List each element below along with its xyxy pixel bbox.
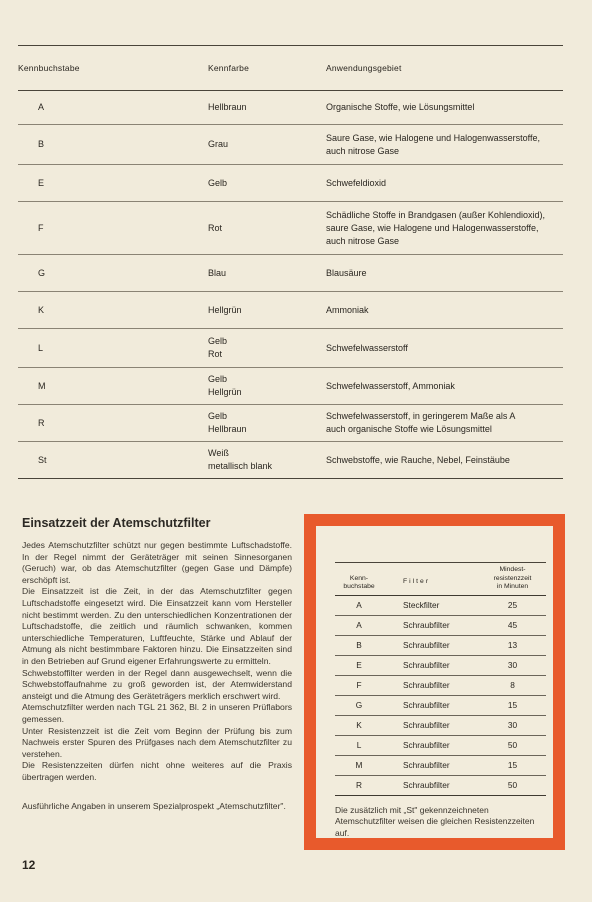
cell-minutes: 45 (507, 620, 518, 630)
resistance-row (335, 615, 546, 635)
cell-letter: L (38, 342, 44, 353)
resistance-row (335, 655, 546, 675)
cell-line: Rot (208, 349, 223, 359)
cell-line: Schwebstoffe, wie Rauche, Nebel, Feinstäube (326, 454, 510, 465)
cell-minutes: 15 (507, 760, 518, 770)
cell-letter: M (355, 760, 363, 770)
cell-letter: E (356, 660, 362, 670)
resistance-row (335, 735, 546, 755)
cell-line: Hellbraun (208, 102, 247, 112)
header-kennfarbe: Kennfarbe (208, 63, 250, 73)
table-row (18, 91, 563, 124)
page-number: 12 (22, 858, 36, 872)
article-paragraph: Unter Resistenzzeit ist die Zeit vom Beginn der Prüfung bis zum Nachweis erster Spuren des Prüfgases nach dem Atemschutzfilter zu verstehen. (22, 725, 292, 759)
cell-color (208, 222, 326, 235)
article-paragraph: Die Einsatzzeit ist die Zeit, in der das Atemschutzfilter gegen Luftschadstoffe eingesetzt wird. Die Einsatzzeit kann vom Hersteller nicht bestimmt werden. Zu den unterschiedlichen Konzentrationen der Luftschadstoffe, die zeitlich und räumlich schwanken, kommen unterschiedliche Temperaturen, Luftfeuchte, Stärke und Ablauf der Atmung als nicht bestimmbare Faktoren hinzu. Die Einsatzzeiten sind in den Betrieben auf Grund eigener Erfahrungswerte zu ermitteln. (22, 586, 292, 666)
table-row (18, 405, 563, 441)
cell-minutes: 50 (507, 780, 518, 790)
cell-use (326, 267, 563, 280)
cell-letter: G (38, 267, 46, 278)
cell-letter: St (38, 454, 47, 465)
cell-minutes: 8 (510, 680, 515, 690)
cell-use (326, 454, 563, 467)
cell-line: Gelb (208, 374, 228, 384)
table-row (18, 368, 563, 404)
table-row (18, 255, 563, 291)
table-row (18, 292, 563, 328)
cell-line: Schwefelwasserstoff, Ammoniak (326, 380, 455, 391)
cell-line: Weiß (208, 448, 229, 458)
cell-color (208, 410, 326, 436)
cell-letter: M (38, 380, 46, 391)
header-line: resistenzzeit (493, 574, 532, 582)
cell-filter: Steckfilter (403, 600, 440, 610)
cell-use (326, 304, 563, 317)
cell-line: auch nitrose Gase (326, 235, 400, 246)
cell-color (208, 138, 326, 151)
cell-minutes: 13 (507, 640, 518, 650)
resistance-row (335, 755, 546, 775)
cell-filter: Schraubfilter (403, 680, 450, 690)
cell-line: Organische Stoffe, wie Lösungsmittel (326, 102, 475, 112)
cell-color (208, 267, 326, 280)
cell-use (326, 342, 563, 355)
header-kenn (335, 575, 383, 592)
cell-line: auch nitrose Gase (326, 145, 400, 156)
table-row (18, 442, 563, 478)
resistance-body (335, 595, 546, 795)
resistance-table (335, 562, 546, 839)
table-body (18, 91, 563, 478)
cell-use (326, 177, 563, 190)
cell-use (326, 132, 563, 158)
cell-line: Schwefelwasserstoff, in geringerem Maße als A (326, 411, 516, 421)
table-bottom-rule (18, 478, 563, 479)
cell-letter: A (356, 600, 362, 610)
cell-line: Gelb (208, 177, 228, 188)
cell-minutes: 25 (507, 600, 518, 610)
cell-minutes: 15 (507, 700, 518, 710)
cell-color (208, 177, 326, 190)
resistance-footnote: Die zusätzlich mit „St" gekennzeichneten Atemschutzfilter weisen die gleichen Resistenzzeiten auf. (335, 804, 535, 838)
cell-line: Saure Gase, wie Halogene und Halogenwasserstoffe, (326, 132, 540, 143)
cell-use (326, 410, 563, 436)
header-filter: Filter (403, 578, 431, 585)
cell-filter: Schraubfilter (403, 780, 450, 790)
cell-line: Schwefeldioxid (326, 177, 387, 188)
cell-line: Hellgrün (208, 304, 242, 315)
cell-letter: L (356, 740, 362, 750)
resistance-row (335, 675, 546, 695)
cell-color (208, 101, 326, 114)
resistance-row (335, 775, 546, 795)
cell-filter: Schraubfilter (403, 640, 450, 650)
cell-letter: R (356, 780, 362, 790)
cell-filter: Schraubfilter (403, 760, 450, 770)
cell-use (326, 209, 563, 248)
article-note: Ausführliche Angaben in unserem Spezialprospekt „Atemschutzfilter". (22, 801, 286, 812)
cell-line: Blausäure (326, 267, 367, 278)
cell-use (326, 101, 563, 114)
cell-filter: Schraubfilter (403, 660, 450, 670)
resistance-time-box (304, 514, 565, 850)
cell-line: Hellbraun (208, 424, 247, 434)
cell-line: saure Gase, wie Halogene und Halogenwasserstoffe, (326, 222, 539, 233)
cell-letter: K (356, 720, 362, 730)
cell-line: Schwefelwasserstoff (326, 342, 408, 353)
cell-minutes: 50 (507, 740, 518, 750)
cell-line: metallisch blank (208, 461, 273, 471)
header-line: Kenn- (349, 574, 369, 582)
cell-filter: Schraubfilter (403, 620, 450, 630)
header-kennbuchstabe: Kennbuchstabe (18, 63, 80, 73)
header-line: in Minuten (496, 583, 529, 590)
cell-line: Rot (208, 222, 223, 233)
resistance-header (335, 563, 546, 595)
table-row (18, 202, 563, 254)
cell-letter: A (38, 102, 45, 112)
cell-color (208, 447, 326, 473)
cell-letter: K (38, 304, 45, 315)
header-anwendungsgebiet: Anwendungsgebiet (326, 63, 402, 73)
table-row (18, 329, 563, 367)
cell-line: Hellgrün (208, 387, 242, 397)
cell-minutes: 30 (507, 660, 518, 670)
resistance-row (335, 635, 546, 655)
article-paragraph: Die Resistenzzeiten dürfen nicht ohne weiteres auf die Praxis übertragen werden. (22, 760, 292, 782)
cell-line: auch organische Stoffe wie Lösungsmittel (326, 424, 492, 434)
cell-line: Ammoniak (326, 304, 369, 315)
resistance-bottom-rule (335, 795, 546, 796)
table-header (18, 46, 563, 90)
article-einsatzzeit (22, 516, 292, 813)
header-line: buchstabe (343, 583, 375, 590)
cell-letter: A (356, 620, 362, 630)
cell-line: Grau (208, 139, 229, 149)
cell-color (208, 335, 326, 361)
table-row (18, 125, 563, 164)
table-row (18, 165, 563, 201)
cell-line: Schädliche Stoffe in Brandgasen (außer Kohlendioxid), (326, 209, 545, 220)
cell-filter: Schraubfilter (403, 700, 450, 710)
cell-letter: G (355, 700, 363, 710)
article-paragraph: Atemschutzfilter werden nach TGL 21 362, Bl. 2 in unseren Prüflabors gemessen. (22, 702, 292, 724)
cell-line: Gelb (208, 411, 228, 421)
header-line: Mindest- (499, 566, 526, 573)
cell-letter: F (38, 222, 44, 233)
cell-letter: F (356, 680, 362, 690)
cell-line: Gelb (208, 336, 228, 346)
article-title: Einsatzzeit der Atemschutzfilter (22, 516, 211, 530)
cell-letter: B (38, 139, 45, 149)
cell-color (208, 304, 326, 317)
cell-letter: E (38, 177, 45, 188)
article-paragraph: Schwebstoffilter werden in der Regel dann ausgewechselt, wenn die Schwebstoffaufnahme zu groß geworden ist, der Atemwiderstand ansteigt und die Atmung des Geräteträgers merklich erschwert wird. (22, 667, 292, 701)
cell-filter: Schraubfilter (403, 720, 450, 730)
resistance-row (335, 715, 546, 735)
cell-letter: R (38, 417, 45, 428)
header-mindest (479, 566, 546, 592)
filter-code-table (18, 45, 563, 479)
resistance-row (335, 595, 546, 615)
cell-color (208, 373, 326, 399)
resistance-row (335, 695, 546, 715)
cell-line: Blau (208, 267, 227, 278)
article-paragraph: Jedes Atemschutzfilter schützt nur gegen bestimmte Luftschadstoffe. In der Regel nimmt der Geräteträger mit seinen Sinnesorganen (Geruch) war, ob das Atemschutzfilter (gegen Gase und Dämpfe) erschöpft ist. (22, 540, 292, 585)
cell-use (326, 380, 563, 393)
cell-letter: B (356, 640, 362, 650)
cell-minutes: 30 (507, 720, 518, 730)
cell-filter: Schraubfilter (403, 740, 450, 750)
